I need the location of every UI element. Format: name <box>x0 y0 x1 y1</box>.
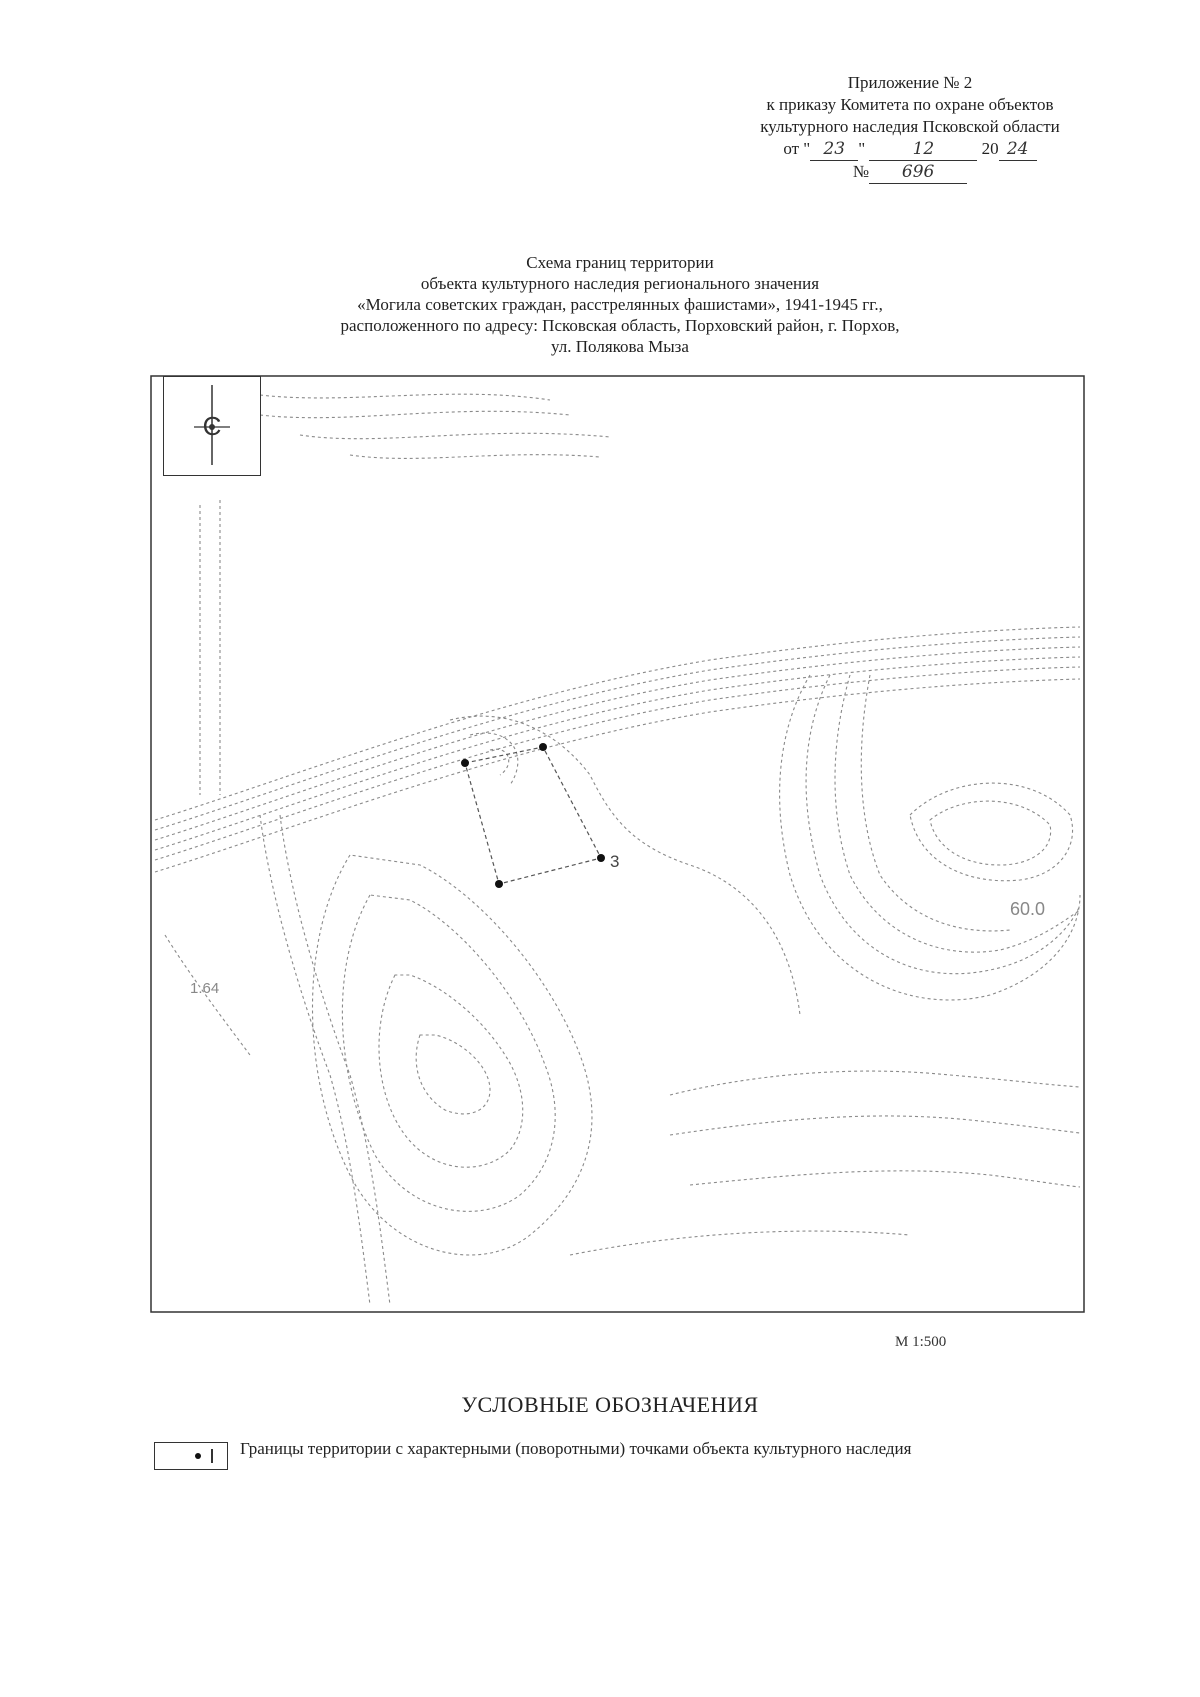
date-day: 23 <box>810 138 858 161</box>
elevation-label: 60.0 <box>1010 899 1046 919</box>
appendix-header <box>700 72 1120 184</box>
north-arrow <box>163 376 261 476</box>
scheme-title <box>200 252 1040 357</box>
title-line-3: «Могила советских граждан, расстрелянных фашистами», 1941-1945 гг., <box>357 295 883 314</box>
order-number-row <box>700 161 1120 184</box>
legend-boundary-swatch <box>154 1442 228 1470</box>
title-line-1: Схема границ территории <box>526 253 714 272</box>
point-label-3: 3 <box>610 852 620 871</box>
turning-point-3 <box>597 854 605 862</box>
map-scale: М 1:500 <box>895 1334 947 1350</box>
legend-item-boundary: Границы территории с характерными (поворотными) точками объекта культурного наследия <box>240 1439 912 1458</box>
order-number: 696 <box>869 161 967 184</box>
title-line-5: ул. Полякова Мыза <box>551 337 689 356</box>
north-letter: С <box>202 411 222 441</box>
turning-point-4 <box>495 880 503 888</box>
appendix-order-ref: к приказу Комитета по охране объектов <box>766 95 1054 114</box>
date-prefix: от " <box>783 139 811 158</box>
turning-point-2 <box>539 743 547 751</box>
order-date-row <box>700 138 1120 161</box>
compass-icon <box>164 377 260 475</box>
date-month: 12 <box>869 138 977 161</box>
boundary-line-icon <box>211 1449 213 1463</box>
turning-point-1 <box>461 759 469 767</box>
date-year-prefix: 20 <box>981 139 999 158</box>
boundary-point-icon <box>195 1453 201 1459</box>
title-line-2: объекта культурного наследия регионального значения <box>420 274 820 293</box>
date-separator: " <box>858 139 866 158</box>
boundary-map <box>150 375 1085 1313</box>
map-canvas <box>150 375 1085 1313</box>
title-line-4: расположенного по адресу: Псковская область, Порховский район, г. Порхов, <box>340 316 900 335</box>
legend-title: УСЛОВНЫЕ ОБОЗНАЧЕНИЯ <box>461 1392 759 1417</box>
date-year: 24 <box>999 138 1037 161</box>
elevation-label: 1.64 <box>190 980 220 997</box>
appendix-number: Приложение № 2 <box>847 73 973 92</box>
appendix-committee: культурного наследия Псковской области <box>760 117 1060 136</box>
number-prefix: № <box>852 162 870 181</box>
